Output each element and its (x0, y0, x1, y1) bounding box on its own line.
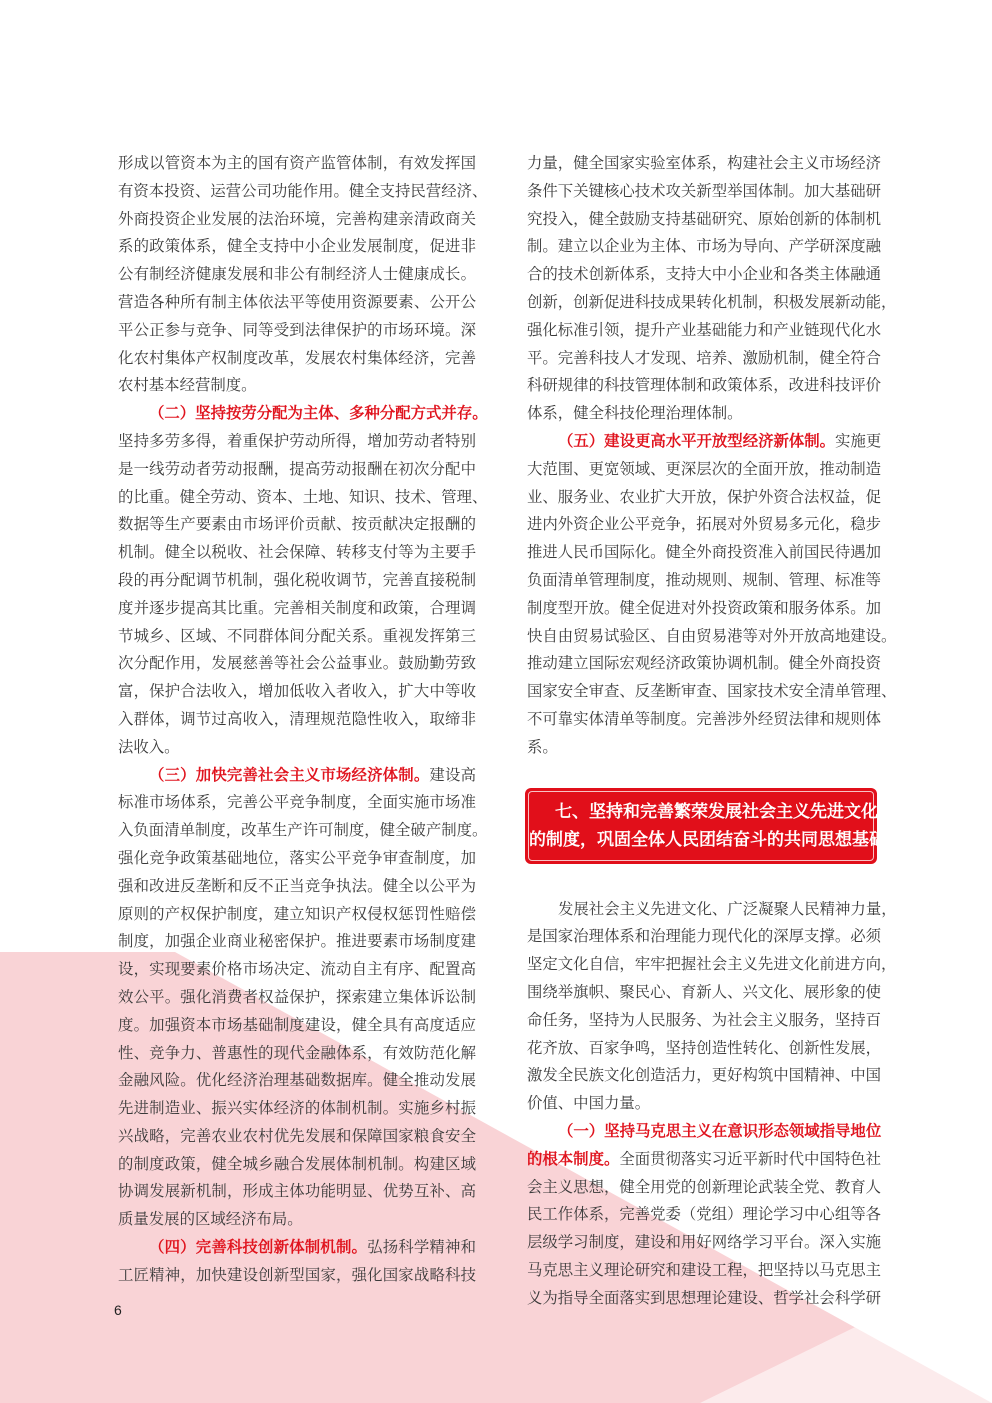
text-line: 科研规律的科技管理体制和政策体系，改进科技评价 (527, 376, 881, 395)
text-line: 坚定文化自信，牢牢把握社会主义先进文化前进方向， (527, 955, 897, 974)
text-line: 平公正参与竞争、同等受到法律保护的市场环境。深 (118, 320, 476, 339)
text-line: 质量发展的区域经济布局。 (118, 1210, 303, 1229)
section-heading-5 (527, 428, 882, 456)
text-line: 设，实现要素价格市场决定、流动自主有序、配置高 (118, 960, 476, 979)
section-heading-2 (118, 400, 488, 428)
text-line: 花齐放、百家争鸣，坚持创造性转化、创新性发展， (527, 1038, 881, 1057)
heading-text: 的根本制度。 (527, 1149, 620, 1168)
section-heading-1-cont (527, 1146, 882, 1174)
text-line: 性、竞争力、普惠性的现代金融体系，有效防范化解 (118, 1043, 476, 1062)
text-line: 节城乡、区域、不同群体间分配关系。重视发挥第三 (118, 626, 476, 645)
text-line: 层级学习制度，建设和用好网络学习平台。深入实施 (527, 1233, 881, 1252)
text-line: 价值、中国力量。 (527, 1094, 651, 1113)
heading-text: （二）坚持按劳分配为主体、多种分配方式并存。 (149, 404, 488, 423)
right-column (527, 150, 897, 1312)
text-line: 农村基本经营制度。 (118, 376, 257, 395)
text-line: 先进制造业、振兴实体经济的体制机制。实施乡村振 (118, 1099, 476, 1118)
text-line: 条件下关键核心技术攻关新型举国体制。加大基础研 (527, 181, 881, 200)
text-line: 段的再分配调节机制，强化税收调节，完善直接税制 (118, 570, 476, 589)
text-line: 体系，健全科技伦理治理体制。 (527, 404, 743, 423)
text-line: 命任务，坚持为人民服务、为社会主义服务，坚持百 (527, 1010, 881, 1029)
text-line: 力量，健全国家实验室体系，构建社会主义市场经济 (527, 154, 881, 172)
text-line: 是国家治理体系和治理能力现代化的深厚支撑。必须 (527, 927, 881, 946)
text-line: 的制度政策，健全城乡融合发展体制机制。构建区域 (118, 1154, 476, 1173)
text-line: 度并逐步提高其比重。完善相关制度和政策，合理调 (118, 598, 476, 617)
text-line: 金融风险。优化经济治理基础数据库。健全推动发展 (118, 1071, 476, 1090)
text-line: 机制。健全以税收、社会保障、转移支付等为主要手 (118, 543, 476, 562)
heading-continuation: 实施更 (835, 431, 882, 450)
text-line: 营造各种所有制主体依法平等使用资源要素、公开公 (118, 292, 476, 311)
text-line: 大范围、更宽领域、更深层次的全面开放，推动制造 (527, 459, 881, 478)
text-line: 入负面清单制度，改革生产许可制度，健全破产制度。 (118, 821, 488, 840)
text-line: 原则的产权保护制度，建立知识产权侵权惩罚性赔偿 (118, 904, 476, 923)
text-line: 制。建立以企业为主体、市场为导向、产学研深度融 (527, 237, 881, 256)
text-line: 推动建立国际宏观经济政策协调机制。健全外商投资 (527, 654, 881, 673)
text-line: 的比重。健全劳动、资本、土地、知识、技术、管理、 (118, 487, 488, 506)
section-heading-4 (118, 1234, 476, 1262)
text-line: 是一线劳动者劳动报酬，提高劳动报酬在初次分配中 (118, 459, 476, 478)
text-line: 工匠精神，加快建设创新型国家，强化国家战略科技 (118, 1265, 476, 1284)
text-line: 不可靠实体清单等制度。完善涉外经贸法律和规则体 (527, 709, 881, 728)
text-line: 富，保护合法收入，增加低收入者收入，扩大中等收 (118, 682, 476, 701)
text-line: 标准市场体系，完善公平竞争制度，全面实施市场准 (118, 793, 476, 812)
text-line: 公有制经济健康发展和非公有制经济人士健康成长。 (118, 265, 476, 284)
text-line: 度。加强资本市场基础制度建设，健全具有高度适应 (118, 1015, 476, 1034)
text-line: 负面清单管理制度，推动规则、规制、管理、标准等 (527, 570, 881, 589)
text-line: 强化标准引领，提升产业基础能力和产业链现代化水 (527, 320, 881, 339)
text-line: 法收入。 (118, 737, 180, 756)
text-line: 制度，加强企业商业秘密保护。推进要素市场制度建 (118, 932, 476, 951)
text-line: 业、服务业、农业扩大开放，保护外资合法权益，促 (527, 487, 881, 506)
page-number: 6 (114, 1302, 122, 1318)
text-line: 创新，创新促进科技成果转化机制，积极发展新动能， (527, 292, 897, 311)
text-line: 围绕举旗帜、聚民心、育新人、兴文化、展形象的使 (527, 982, 881, 1001)
text-line: 发展社会主义先进文化、广泛凝聚人民精神力量， (558, 899, 897, 918)
heading-text: （三）加快完善社会主义市场经济体制。 (149, 765, 430, 784)
heading-continuation: 全面贯彻落实习近平新时代中国特色社 (619, 1149, 882, 1168)
text-line: 进内外资企业公平竞争，拓展对外贸易多元化，稳步 (527, 515, 881, 534)
text-line: 马克思主义理论研究和建设工程，把坚持以马克思主 (527, 1260, 881, 1279)
text-line: 民工作体系，完善党委（党组）理论学习中心组等各 (527, 1205, 881, 1224)
text-line: 入群体，调节过高收入，清理规范隐性收入，取缔非 (118, 709, 476, 728)
text-line: 平。完善科技人才发现、培养、激励机制，健全符合 (527, 348, 881, 367)
chapter-banner (525, 788, 886, 864)
banner-title-line-1: 七、坚持和完善繁荣发展社会主义先进文化 (555, 801, 878, 822)
text-line: 会主义思想，健全用党的创新理论武装全党、教育人 (527, 1177, 881, 1196)
left-column (118, 150, 488, 1290)
section-heading-1 (527, 1118, 882, 1146)
text-line: 激发全民族文化创造活力，更好构筑中国精神、中国 (527, 1066, 881, 1085)
section-heading-3 (118, 762, 476, 790)
banner-title-line-2: 的制度，巩固全体人民团结奋斗的共同思想基础 (529, 829, 886, 850)
heading-continuation: 弘扬科学精神和 (367, 1238, 476, 1257)
text-line: 外商投资企业发展的法治环境，完善构建亲清政商关 (118, 209, 476, 228)
text-line: 制度型开放。健全促进对外投资政策和服务体系。加 (527, 598, 881, 617)
heading-text: （四）完善科技创新体制机制。 (149, 1238, 368, 1257)
text-line: 化农村集体产权制度改革，发展农村集体经济，完善 (118, 348, 476, 367)
heading-continuation: 建设高 (429, 765, 476, 784)
text-line: 国家安全审查、反垄断审查、国家技术安全清单管理、 (527, 682, 897, 701)
text-line: 强化竞争政策基础地位，落实公平竞争审查制度，加 (118, 848, 476, 867)
text-line: 快自由贸易试验区、自由贸易港等对外开放高地建设。 (527, 626, 897, 645)
text-line: 究投入，健全鼓励支持基础研究、原始创新的体制机 (527, 209, 881, 228)
text-line: 形成以管资本为主的国有资产监管体制，有效发挥国 (118, 154, 476, 172)
text-line: 推进人民币国际化。健全外商投资准入前国民待遇加 (527, 543, 881, 562)
text-line: 义为指导全面落实到思想理论建设、哲学社会科学研 (527, 1288, 881, 1307)
heading-text: （五）建设更高水平开放型经济新体制。 (558, 431, 836, 450)
text-line: 有资本投资、运营公司功能作用。健全支持民营经济、 (118, 181, 488, 200)
heading-text: （一）坚持马克思主义在意识形态领域指导地位 (558, 1121, 882, 1140)
text-line: 兴战略，完善农业农村优先发展和保障国家粮食安全 (118, 1126, 476, 1145)
text-line: 合的技术创新体系，支持大中小企业和各类主体融通 (527, 265, 881, 284)
text-line: 数据等生产要素由市场评价贡献、按贡献决定报酬的 (118, 515, 476, 534)
text-line: 系。 (527, 737, 558, 756)
text-line: 效公平。强化消费者权益保护，探索建立集体诉讼制 (118, 987, 476, 1006)
text-line: 坚持多劳多得，着重保护劳动所得，增加劳动者特别 (118, 431, 476, 450)
text-line: 系的政策体系，健全支持中小企业发展制度，促进非 (118, 237, 476, 256)
text-line: 强和改进反垄断和反不正当竞争执法。健全以公平为 (118, 876, 476, 895)
text-line: 协调发展新机制，形成主体功能明显、优势互补、高 (118, 1182, 476, 1201)
text-line: 次分配作用，发展慈善等社会公益事业。鼓励勤劳致 (118, 654, 476, 673)
